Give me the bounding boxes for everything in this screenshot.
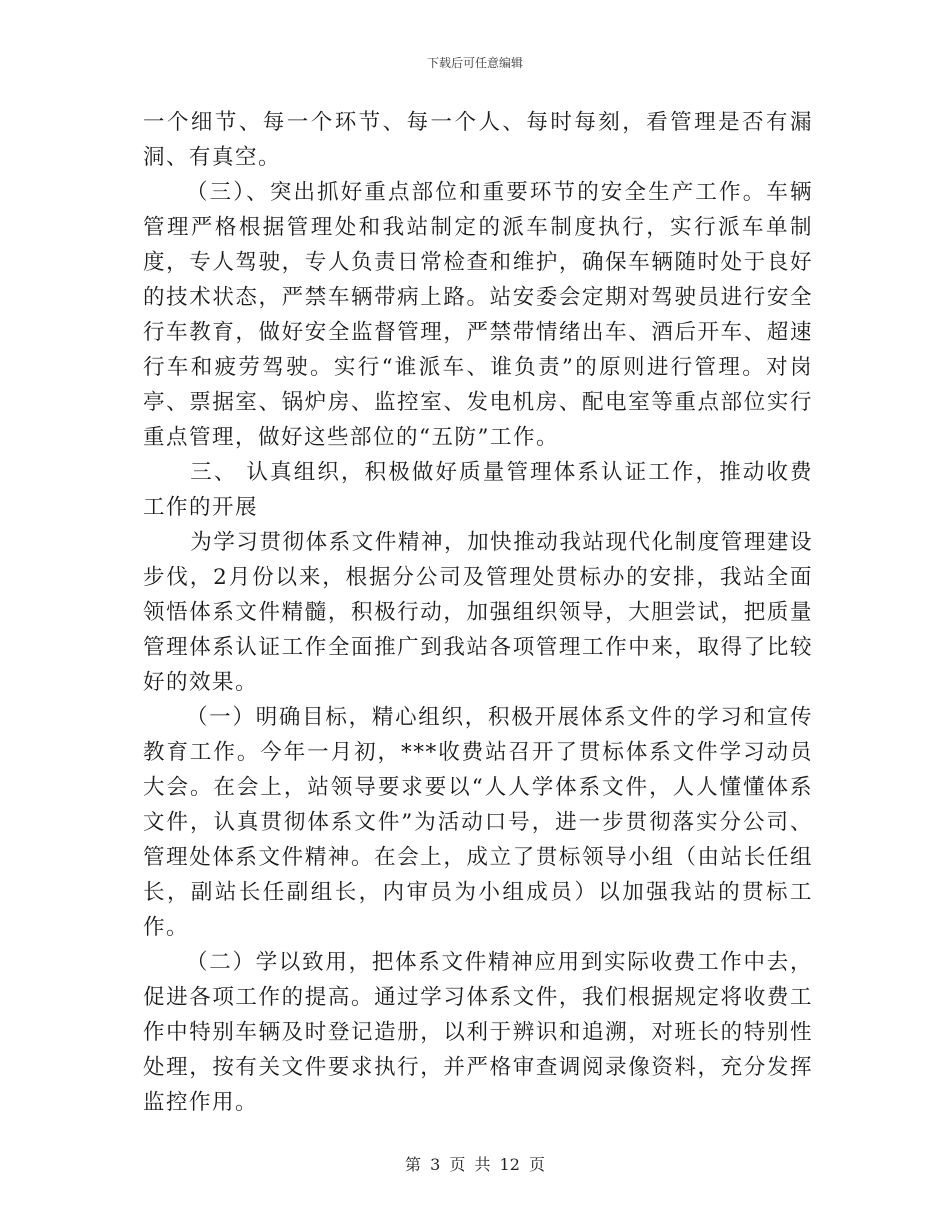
section-heading-3: 三、 认真组织，积极做好质量管理体系认证工作，推动收费工作的开展 [143, 460, 813, 520]
document-body [143, 105, 813, 1120]
page-header-note: 下载后可任意编辑 [426, 56, 523, 70]
paragraph-section-3-3: （三）、突出抓好重点部位和重要环节的安全生产工作。车辆管理严格根据管理处和我站制定的派车制度执行，实行派车单制度，专人驾驶，专人负责日常检查和维护，确保车辆随时处于良好的技术状态，严禁车辆带病上路。站安委会定期对驾驶员进行安全行车教育，做好安全监督管理，严禁带情绪出车、酒后开车、超速行车和疲劳驾驶。实行“谁派车、谁负责”的原则进行管理。对岗亭、票据室、锅炉房、监控室、发电机房、配电室等重点部位实行重点管理，做好这些部位的“五防”工作。 [143, 180, 813, 450]
page-number-footer: 第 3 页 共 12 页 [405, 1155, 545, 1174]
paragraph-continuation: 一个细节、每一个环节、每一个人、每时每刻，看管理是否有漏洞、有真空。 [143, 110, 813, 170]
paragraph-quality-intro: 为学习贯彻体系文件精神，加快推动我站现代化制度管理建设步伐，2月份以来，根据分公司及管理处贯标办的安排，我站全面领悟体系文件精髓，积极行动，加强组织领导，大胆尝试，把质量管理体系认证工作全面推广到我站各项管理工作中来，取得了比较好的效果。 [143, 530, 813, 695]
paragraph-item-2: （二）学以致用，把体系文件精神应用到实际收费工作中去，促进各项工作的提高。通过学习体系文件，我们根据规定将收费工作中特别车辆及时登记造册，以利于辨识和追溯，对班长的特别性处理，按有关文件要求执行，并严格审查调阅录像资料，充分发挥监控作用。 [143, 950, 813, 1115]
paragraph-item-1: （一）明确目标，精心组织，积极开展体系文件的学习和宣传教育工作。今年一月初，***收费站召开了贯标体系文件学习动员大会。在会上，站领导要求要以“人人学体系文件，人人懂懂体系文件，认真贯彻体系文件”为活动口号，进一步贯彻落实分公司、管理处体系文件精神。在会上，成立了贯标领导小组（由站长任组长，副站长任副组长，内审员为小组成员）以加强我站的贯标工作。 [143, 705, 813, 940]
